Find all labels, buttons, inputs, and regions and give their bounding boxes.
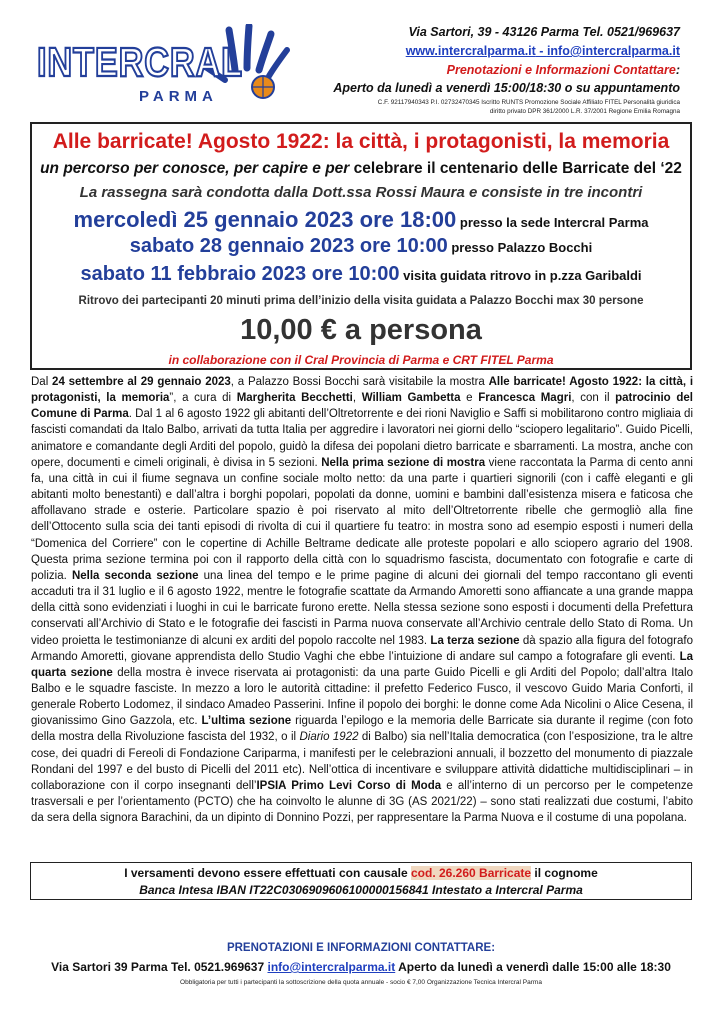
- footer-contacts: Via Sartori 39 Parma Tel. 0521.969637 info@intercralparma.it Aperto da lunedì a venerdì dalle 15:00 alle 18:30: [51, 960, 671, 974]
- email-link[interactable]: info@intercralparma.it: [546, 44, 680, 58]
- footer-heading: PRENOTAZIONI E INFORMAZIONI CONTATTARE:: [226, 942, 496, 954]
- logo-subtitle: PARMA: [139, 88, 218, 105]
- date-line-1: mercoledì 25 gennaio 2023 ore 18:00 presso la sede Intercral Parma: [73, 207, 649, 232]
- host-line: La rassegna sarà condotta dalla Dott.ssa Rossi Maura e consiste in tre incontri: [79, 184, 643, 201]
- payment-iban: Banca Intesa IBAN IT22C0306909606100000156841 Intestato a Intercral Parma: [139, 883, 583, 897]
- price: 10,00 € a persona: [240, 314, 482, 346]
- payment-code: cod. 26.260 Barricate: [411, 866, 532, 880]
- collaboration-note: in collaborazione con il Cral Provincia di Parma e CRT FITEL Parma: [168, 353, 554, 367]
- logo-wordmark: INTERCRAL: [37, 39, 243, 85]
- exhibition-description: Dal 24 settembre al 29 gennaio 2023, a Palazzo Bossi Bocchi sarà visitabile la mostra Alle barricate! Agosto 1922: la città, i protagonisti, la memoria”, a cura di Margherita Becchetti, William Gambetta e Francesca Magri, con il patrocinio del Comune di Parma. Dal 1 al 6 agosto 1922 gli abitanti dell’Oltretorrente e dei rioni Naviglio e Saffi si mobilitarono contro migliaia di fascisti comandati da Italo Balbo, arrivati da tutta Italia per aggredire i lavoratori nei giorni dello “sciopero legalitario”. Guido Picelli, animatore e comandante degli Arditi del popolo, guidò la difesa dei popolani dietro barricate e sbarramenti. La mostra, anche con opere, documenti e cimeli originali, è divisa in 5 sezioni. Nella prima sezione di mostra viene raccontata la Parma di cento anni fa, una città in cui il fiume segnava un confine sociale molto netto: da una parte i quartieri signorili (con i caffè eleganti e gli abitanti molto benestanti) e dall’altra i borghi popolari, popolati da donne, uomini e bambini dall’esistenza misera e faticosa che affollavano strade e osterie. Particolare spazio è poi riservato al mito dell’Oltretorrente ribelle che germogliò alla fine dell’Ottocento sulla scia dei tanti episodi di rivolta di cui il quartiere fu teatro: in mostra sono ad esempio esposti i numeri della “Domenica del Corriere” con le copertine di Achille Beltrame dedicate alle proteste popolari e allo sciopero agrario del 1908. Questa prima sezione termina poi con il rapporto della città con lo squadrismo fascista, documentato con fotografie e carte di polizia. Nella seconda sezione una linea del tempo e le prime pagine di alcuni dei giornali del tempo raccontano gli eventi accaduti tra il 31 luglio e il 6 agosto 1922, mentre le fotografie scattate da Armando Amoretti sono affiancate a una grande mappa della città sono evidenziati i luoghi in cui le barricate furono erette. Nella stessa sezione sono esposti i documenti della Prefettura conservati all’Archivio di Stato e le fotografie dei fascisti in Parma nuova conservate all’Archivio centrale dello Stato di Roma. Un video proietta le testimonianze di alcuni ex arditi del popolo raccolte nel 1983. La terza sezione dà spazio alla figura del fotografo Armando Amoretti, giovane apprendista dello Studio Vaghi che ebbe l’intuizione di andare sul campo a fotografare gli eventi. La quarta sezione della mostra è invece riservata ai protagonisti: da una parte Guido Picelli e gli Arditi del Popolo; dall’altra Italo Balbo e le squadre fasciste. In mezzo a loro le autorità cittadine: il prefetto Federico Fusco, il vescovo Guido Maria Conforti, il generale Roberto Lodomez, il sindaco Amadeo Passerini. Infine il popolo dei borghi: le donne come Ada Nicolini o Alice Cesena, il giovanissimo Gino Gazzola, etc. L’ultima sezione riguarda l’epilogo e la memoria delle Barricate sia durante il regime (con foto della mostra della Rivoluzione fascista del 1932, o il Diario 1922 di Balbo) sia nell’Italia democratica (con l’esposizione, tra le altre cose, dei quadri di Fereoli di Fondazione Cariparma, i manifesti per le celebrazioni annuali, il bozzetto del monumento di piazzale Rondani del 1997 e del busto di Picelli del 2011 etc). Nell’ottica di incentivare e sviluppare attività didattiche multidisciplinari – in collaborazione con il corpo insegnanti dell’IPSIA Primo Levi Corso di Moda e all’interno di un percorso per le competenze trasversali e per l’orientamento (PCTO) che ha coinvolto le alunne di 3G (AS 2021/22) – sono stati realizzati due costumi, l’abito da sera della signora Barachini, da un dipinto di Donnino Pozzi, per rappresentare la Parma Nuova e il costume di una popolana.: [31, 376, 694, 825]
- date-line-3: sabato 11 febbraio 2023 ore 10:00 visita guidata ritrovo in p.zza Garibaldi: [80, 263, 642, 285]
- legal-line-2: diritto privato DPR 361/2000 L.R. 37/2001 Regione Emilia Romagna: [489, 108, 680, 115]
- website-link[interactable]: www.intercralparma.it: [405, 44, 536, 58]
- meeting-note: Ritrovo dei partecipanti 20 minuti prima dell’inizio della visita guidata a Palazzo Bocchi max 30 persone: [78, 295, 644, 307]
- date-line-2: sabato 28 gennaio 2023 ore 10:00 presso Palazzo Bocchi: [129, 235, 593, 257]
- legal-line-1: C.F. 92117940343 P.I. 02732470345 Iscritto RUNTS Promozione Sociale Affiliato FITEL Personalità giuridica: [377, 99, 680, 106]
- opening-hours: Aperto da lunedì a venerdì 15:00/18:30 o su appuntamento: [333, 81, 680, 95]
- contact-label: Prenotazioni e Informazioni Contattare:: [446, 63, 680, 77]
- address-line: Via Sartori, 39 - 43126 Parma Tel. 0521/969637: [408, 25, 680, 39]
- event-title: Alle barricate! Agosto 1922: la città, i protagonisti, la memoria: [52, 130, 670, 153]
- web-contacts: www.intercralparma.it - info@intercralparma.it: [405, 44, 680, 58]
- footer-note: Obbligatoria per tutti i partecipanti la sottoscrizione della quota annuale - socio € 7,00 Organizzazione Tecnica Intercral Parma: [180, 979, 542, 986]
- footer-email-link[interactable]: info@intercralparma.it: [267, 960, 396, 974]
- intercral-logo: [35, 24, 305, 106]
- payment-line-1: I versamenti devono essere effettuati con causale cod. 26.260 Barricate il cognome: [124, 866, 598, 880]
- event-subtitle: un percorso per conosce, per capire e per celebrare il centenario delle Barricate del ‘22: [40, 160, 682, 177]
